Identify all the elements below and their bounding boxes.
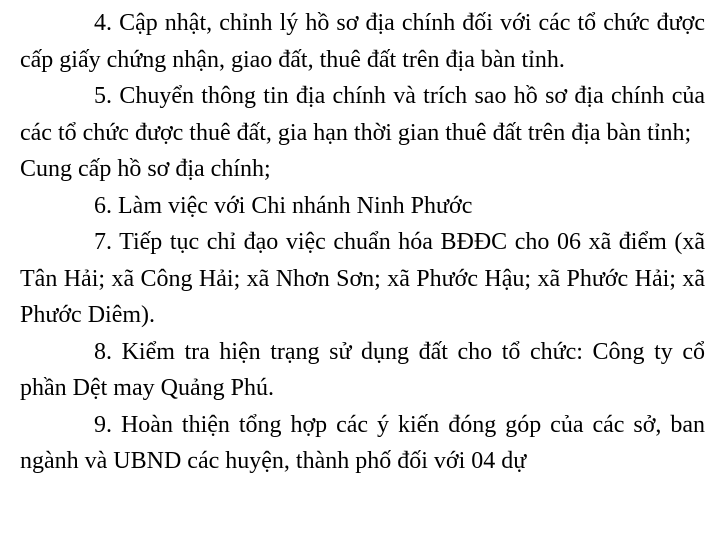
document-page [20,0,705,540]
paragraph-item-6: 6. Làm việc với Chi nhánh Ninh Phước [94,192,473,219]
paragraph-item-4: 4. Cập nhật, chỉnh lý hồ sơ địa chính đối với các tổ chức được cấp giấy chứng nhận, giao đất, thuê đất trên địa bàn tỉnh. [20,10,705,73]
paragraph-cung-cap: Cung cấp hồ sơ địa chính; [20,156,271,182]
paragraph-item-9: 9. Hoàn thiện tổng hợp các ý kiến đóng góp của các sở, ban ngành và UBND các huyện, thành phố đối với 04 dự [20,411,705,474]
paragraph-item-7: 7. Tiếp tục chỉ đạo việc chuẩn hóa BĐĐC cho 06 xã điểm (xã Tân Hải; xã Công Hải; xã Nhơn Sơn; xã Phước Hậu; xã Phước Hải; xã Phước Diêm). [20,229,705,328]
document-body [20,5,705,480]
paragraph-item-5: 5. Chuyển thông tin địa chính và trích sao hồ sơ địa chính của các tổ chức được thuê đất, gia hạn thời gian thuê đất trên địa bàn tỉnh; [20,83,705,146]
paragraph-item-8: 8. Kiểm tra hiện trạng sử dụng đất cho tổ chức: Công ty cổ phần Dệt may Quảng Phú. [20,338,705,401]
